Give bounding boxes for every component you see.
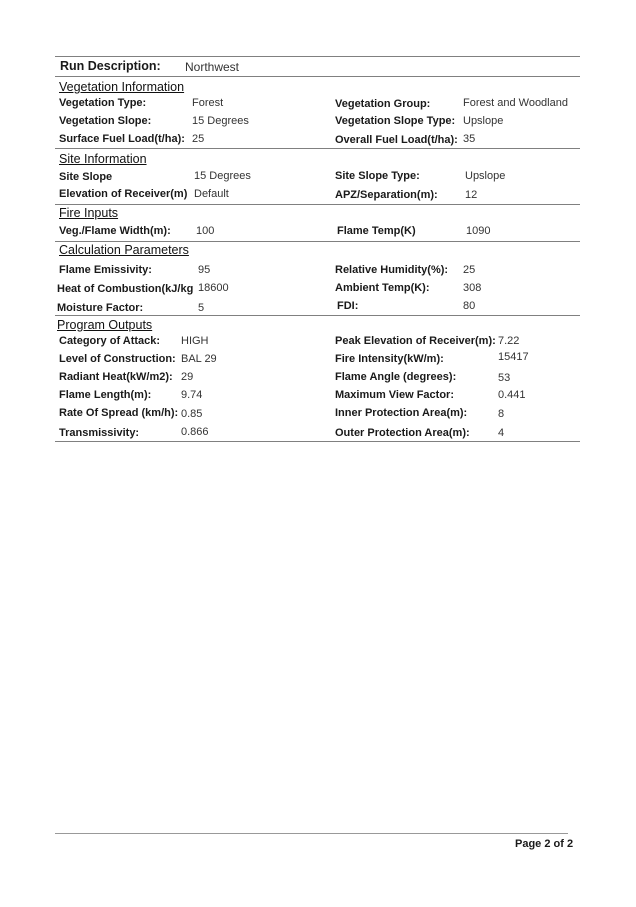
- run-description-label: Run Description:: [60, 59, 161, 73]
- fire-heading: Fire Inputs: [59, 206, 119, 220]
- flame-angle-value: 53: [498, 372, 511, 384]
- attack-value: HIGH: [181, 335, 209, 347]
- calc-heading: Calculation Parameters: [59, 243, 189, 257]
- fire-intensity-label: Fire Intensity(kW/m):: [335, 353, 444, 365]
- site-slope-label: Site Slope: [59, 171, 113, 183]
- construction-value: BAL 29: [181, 353, 217, 365]
- combustion-value: 18600: [198, 282, 229, 294]
- divider: [55, 204, 580, 205]
- attack-label: Category of Attack:: [59, 335, 161, 347]
- vegetation-group-value: Forest and Woodland: [463, 97, 568, 109]
- transmissivity-value: 0.866: [181, 426, 209, 438]
- rate-of-spread-label: Rate Of Spread (km/h):: [59, 407, 179, 419]
- moisture-value: 5: [198, 302, 205, 314]
- peak-elevation-label: Peak Elevation of Receiver(m):: [335, 335, 496, 347]
- flame-angle-label: Flame Angle (degrees):: [335, 371, 457, 383]
- outputs-heading: Program Outputs: [57, 318, 153, 332]
- radiant-heat-label: Radiant Heat(kW/m2):: [59, 371, 173, 383]
- ambient-value: 308: [463, 282, 482, 294]
- vegetation-group-label: Vegetation Group:: [335, 98, 431, 110]
- peak-elevation-value: 7.22: [498, 335, 520, 347]
- fire-intensity-value: 15417: [498, 351, 529, 363]
- divider: [55, 76, 580, 77]
- fdi-value: 80: [463, 300, 476, 312]
- combustion-label: Heat of Combustion(kJ/kg: [57, 283, 194, 295]
- vegetation-heading: Vegetation Information: [59, 80, 185, 94]
- fdi-label: FDI:: [337, 300, 359, 312]
- page-number: Page 2 of 2: [515, 838, 574, 850]
- footer-rule: [55, 833, 568, 834]
- apz-value: 12: [465, 189, 478, 201]
- surface-fuel-value: 25: [192, 133, 205, 145]
- outer-protection-value: 4: [498, 427, 505, 439]
- site-slope-type-value: Upslope: [465, 170, 506, 182]
- inner-protection-label: Inner Protection Area(m):: [335, 407, 468, 419]
- vegetation-type-value: Forest: [192, 97, 224, 109]
- emissivity-label: Flame Emissivity:: [59, 264, 152, 276]
- apz-label: APZ/Separation(m):: [335, 189, 438, 201]
- inner-protection-value: 8: [498, 408, 505, 420]
- view-factor-value: 0.441: [498, 389, 526, 401]
- flame-width-value: 100: [196, 225, 215, 237]
- surface-fuel-label: Surface Fuel Load(t/ha):: [59, 133, 185, 145]
- vegetation-slope-type-value: Upslope: [463, 115, 504, 127]
- flame-length-label: Flame Length(m):: [59, 389, 152, 401]
- radiant-heat-value: 29: [181, 371, 194, 383]
- site-heading: Site Information: [59, 152, 147, 166]
- overall-fuel-label: Overall Fuel Load(t/ha):: [335, 134, 458, 146]
- flame-temp-value: 1090: [466, 225, 491, 237]
- vegetation-type-label: Vegetation Type:: [59, 97, 147, 109]
- emissivity-value: 95: [198, 264, 211, 276]
- divider: [55, 241, 580, 242]
- vegetation-slope-label: Vegetation Slope:: [59, 115, 152, 127]
- vegetation-slope-value: 15 Degrees: [192, 115, 249, 127]
- vegetation-slope-type-label: Vegetation Slope Type:: [335, 115, 456, 127]
- site-slope-value: 15 Degrees: [194, 170, 251, 182]
- humidity-label: Relative Humidity(%):: [335, 264, 449, 276]
- moisture-label: Moisture Factor:: [57, 302, 144, 314]
- divider: [55, 148, 580, 149]
- flame-temp-label: Flame Temp(K): [337, 225, 416, 237]
- overall-fuel-value: 35: [463, 133, 476, 145]
- flame-length-value: 9.74: [181, 389, 203, 401]
- ambient-label: Ambient Temp(K):: [335, 282, 430, 294]
- construction-label: Level of Construction:: [59, 353, 176, 365]
- divider: [55, 315, 580, 316]
- elevation-label: Elevation of Receiver(m): [59, 188, 188, 200]
- site-slope-type-label: Site Slope Type:: [335, 170, 420, 182]
- elevation-value: Default: [194, 188, 229, 200]
- view-factor-label: Maximum View Factor:: [335, 389, 454, 401]
- divider: [55, 441, 580, 442]
- rate-of-spread-value: 0.85: [181, 408, 203, 420]
- top-rule: [55, 56, 580, 57]
- outer-protection-label: Outer Protection Area(m):: [335, 427, 470, 439]
- transmissivity-label: Transmissivity:: [59, 427, 140, 439]
- humidity-value: 25: [463, 264, 476, 276]
- flame-width-label: Veg./Flame Width(m):: [59, 225, 171, 237]
- run-description-value: Northwest: [185, 60, 240, 74]
